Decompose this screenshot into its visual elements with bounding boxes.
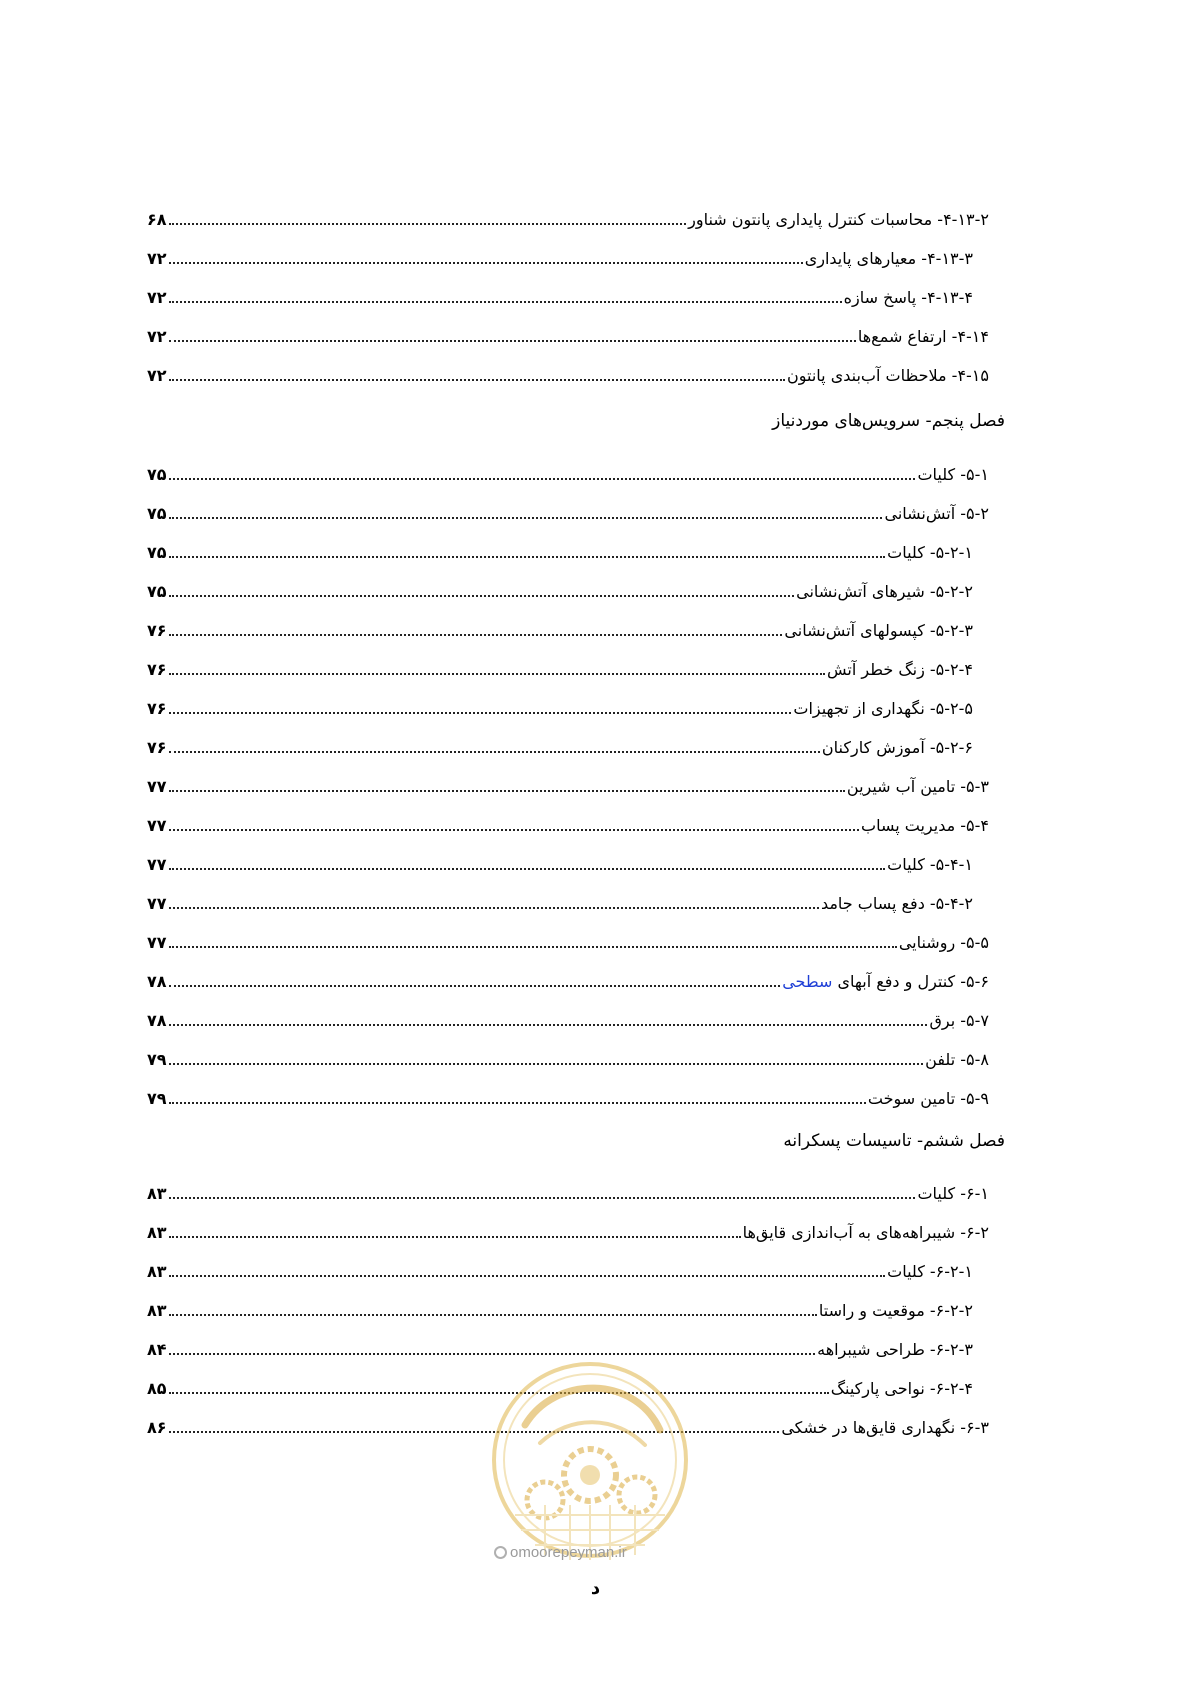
toc-entry-title: ۶-۱- کلیات bbox=[917, 1184, 989, 1203]
toc-entry-page: ۷۵ bbox=[147, 504, 167, 523]
toc-entry-title: ۵-۲-۳- کپسولهای آتش‌نشانی bbox=[784, 621, 973, 640]
toc-entry-page: ۷۲ bbox=[147, 249, 167, 268]
dot-leader bbox=[169, 751, 820, 753]
toc-entry-title: ۴-۱۵- ملاحظات آب‌بندی پانتون bbox=[787, 366, 989, 385]
toc-entry[interactable] bbox=[147, 452, 989, 486]
highlighted-word: سطحی bbox=[782, 972, 833, 991]
toc-entry[interactable] bbox=[147, 998, 989, 1032]
toc-entry-page: ۷۷ bbox=[147, 816, 167, 835]
toc-entry-title: ۵-۲-۱- کلیات bbox=[887, 543, 973, 562]
toc-entry-page: ۷۲ bbox=[147, 366, 167, 385]
dot-leader bbox=[169, 595, 795, 597]
toc-entry[interactable] bbox=[147, 920, 989, 954]
toc-entry[interactable] bbox=[147, 1249, 973, 1283]
toc-entry[interactable] bbox=[147, 725, 973, 759]
toc-entry-title: ۶-۳- نگهداری قایق‌ها در خشکی bbox=[781, 1418, 989, 1437]
toc-entry-title: ۵-۲-۴- زنگ خطر آتش bbox=[827, 660, 973, 679]
toc-entry[interactable] bbox=[147, 236, 973, 270]
dot-leader bbox=[169, 301, 842, 303]
toc-entry-title: ۶-۲-۲- موقعیت و راستا bbox=[818, 1301, 973, 1320]
toc-entry[interactable] bbox=[147, 530, 973, 564]
toc-entry-title: ۵-۴- مدیریت پساب bbox=[861, 816, 989, 835]
toc-entry-title: ۵-۲-۵- نگهداری از تجهیزات bbox=[793, 699, 973, 718]
chapter-heading: فصل پنجم- سرویس‌های موردنیاز bbox=[772, 411, 1005, 431]
toc-entry-page: ۶۸ bbox=[147, 210, 167, 229]
toc-entry[interactable] bbox=[147, 491, 989, 525]
toc-entry-title: ۵-۳- تامین آب شیرین bbox=[846, 777, 989, 796]
toc-entry-page: ۷۲ bbox=[147, 288, 167, 307]
toc-entry-title: ۵-۲-۶- آموزش کارکنان bbox=[821, 738, 973, 757]
toc-entry-page: ۷۶ bbox=[147, 738, 167, 757]
dot-leader bbox=[169, 790, 845, 792]
toc-entry-page: ۷۵ bbox=[147, 543, 167, 562]
toc-entry-page: ۷۹ bbox=[147, 1050, 167, 1069]
dot-leader bbox=[169, 946, 897, 948]
toc-entry-title: ۵-۱- کلیات bbox=[917, 465, 989, 484]
dot-leader bbox=[169, 673, 825, 675]
dot-leader bbox=[169, 223, 687, 225]
toc-entry[interactable] bbox=[147, 608, 973, 642]
dot-leader bbox=[169, 868, 886, 870]
toc-entry[interactable] bbox=[147, 647, 973, 681]
dot-leader bbox=[169, 1236, 741, 1238]
toc-entry[interactable] bbox=[147, 353, 989, 387]
dot-leader bbox=[169, 634, 783, 636]
toc-entry[interactable] bbox=[147, 1210, 989, 1244]
toc-entry[interactable] bbox=[147, 197, 989, 231]
dot-leader bbox=[169, 379, 785, 381]
toc-entry[interactable] bbox=[147, 569, 973, 603]
toc-entry-page: ۸۳ bbox=[147, 1184, 167, 1203]
watermark-seal-logo bbox=[485, 1355, 695, 1570]
toc-entry[interactable] bbox=[147, 764, 989, 798]
toc-entry-page: ۷۸ bbox=[147, 1011, 167, 1030]
toc-entry-title: ۶-۲-۳- طراحی شیبراهه bbox=[817, 1340, 973, 1359]
toc-entry-page: ۷۶ bbox=[147, 699, 167, 718]
toc-entry-page: ۸۶ bbox=[147, 1418, 167, 1437]
dot-leader bbox=[169, 478, 916, 480]
toc-entry-title: ۴-۱۳-۴- پاسخ سازه bbox=[843, 288, 973, 307]
toc-entry-title: ۵-۹- تامین سوخت bbox=[867, 1089, 989, 1108]
toc-entry[interactable] bbox=[147, 881, 973, 915]
toc-entry-title: ۵-۸- تلفن bbox=[925, 1050, 989, 1069]
toc-entry-title-text: ۵-۶- کنترل و دفع آبهای bbox=[837, 972, 989, 991]
dot-leader bbox=[169, 1314, 817, 1316]
toc-entry[interactable] bbox=[147, 275, 973, 309]
dot-leader bbox=[169, 517, 883, 519]
toc-entry[interactable] bbox=[147, 1171, 989, 1205]
dot-leader bbox=[169, 1197, 916, 1199]
toc-entry[interactable] bbox=[147, 803, 989, 837]
toc-entry-page: ۸۴ bbox=[147, 1340, 167, 1359]
toc-entry-title: ۵-۴-۱- کلیات bbox=[887, 855, 973, 874]
toc-entry-page: ۷۶ bbox=[147, 621, 167, 640]
toc-entry-title: ۵-۵- روشنایی bbox=[898, 933, 989, 952]
toc-entry-page: ۷۷ bbox=[147, 855, 167, 874]
toc-entry-page: ۷۷ bbox=[147, 933, 167, 952]
toc-entry[interactable] bbox=[147, 1037, 989, 1071]
toc-entry-page: ۸۳ bbox=[147, 1301, 167, 1320]
page-number: د bbox=[590, 1578, 601, 1599]
dot-leader bbox=[169, 712, 792, 714]
toc-entry-title bbox=[782, 971, 989, 993]
toc-entry-title: ۵-۲-۲- شیرهای آتش‌نشانی bbox=[796, 582, 973, 601]
toc-entry-page: ۷۲ bbox=[147, 327, 167, 346]
chapter-heading: فصل ششم- تاسیسات پسکرانه bbox=[783, 1131, 1005, 1151]
at-icon bbox=[494, 1546, 507, 1559]
toc-entry-title: ۵-۴-۲- دفع پساب جامد bbox=[820, 894, 973, 913]
toc-entry-page: ۷۶ bbox=[147, 660, 167, 679]
dot-leader bbox=[169, 985, 781, 987]
toc-entry[interactable] bbox=[147, 842, 973, 876]
toc-entry-page: ۸۵ bbox=[147, 1379, 167, 1398]
toc-entry-title: ۶-۲-۴- نواحی پارکینگ bbox=[830, 1379, 973, 1398]
toc-entry-title: ۴-۱۴- ارتفاع شمع‌ها bbox=[857, 327, 989, 346]
dot-leader bbox=[169, 340, 856, 342]
toc-entry-title: ۵-۷- برق bbox=[929, 1011, 989, 1030]
toc-entry-page: ۷۷ bbox=[147, 777, 167, 796]
toc-entry-page: ۸۳ bbox=[147, 1223, 167, 1242]
watermark-url: omoorepeyman.ir bbox=[494, 1544, 627, 1561]
toc-entry-page: ۷۵ bbox=[147, 582, 167, 601]
toc-entry-page: ۷۹ bbox=[147, 1089, 167, 1108]
toc-entry-title: ۵-۲- آتش‌نشانی bbox=[884, 504, 989, 523]
dot-leader bbox=[169, 907, 819, 909]
toc-entry-title: ۴-۱۳-۳- معیارهای پایداری bbox=[804, 249, 973, 268]
toc-entry-title: ۴-۱۳-۲- محاسبات کنترل پایداری پانتون شناور bbox=[688, 210, 989, 229]
dot-leader bbox=[169, 829, 859, 831]
toc-entry[interactable] bbox=[147, 686, 973, 720]
dot-leader bbox=[169, 1063, 924, 1065]
toc-entry-page: ۷۵ bbox=[147, 465, 167, 484]
toc-entry[interactable] bbox=[147, 314, 989, 348]
dot-leader bbox=[169, 1102, 866, 1104]
toc-entry-page: ۷۷ bbox=[147, 894, 167, 913]
toc-entry[interactable] bbox=[147, 1076, 989, 1110]
toc-entry-title: ۶-۲- شیبراهه‌های به آب‌اندازی قایق‌ها bbox=[742, 1223, 989, 1242]
dot-leader bbox=[169, 1275, 886, 1277]
toc-entry-page: ۷۸ bbox=[147, 972, 167, 991]
toc-entry-page: ۸۳ bbox=[147, 1262, 167, 1281]
toc-entry[interactable] bbox=[147, 959, 989, 993]
dot-leader bbox=[169, 1024, 928, 1026]
dot-leader bbox=[169, 262, 803, 264]
toc-entry-title: ۶-۲-۱- کلیات bbox=[887, 1262, 973, 1281]
toc-entry[interactable] bbox=[147, 1288, 973, 1322]
dot-leader bbox=[169, 556, 886, 558]
